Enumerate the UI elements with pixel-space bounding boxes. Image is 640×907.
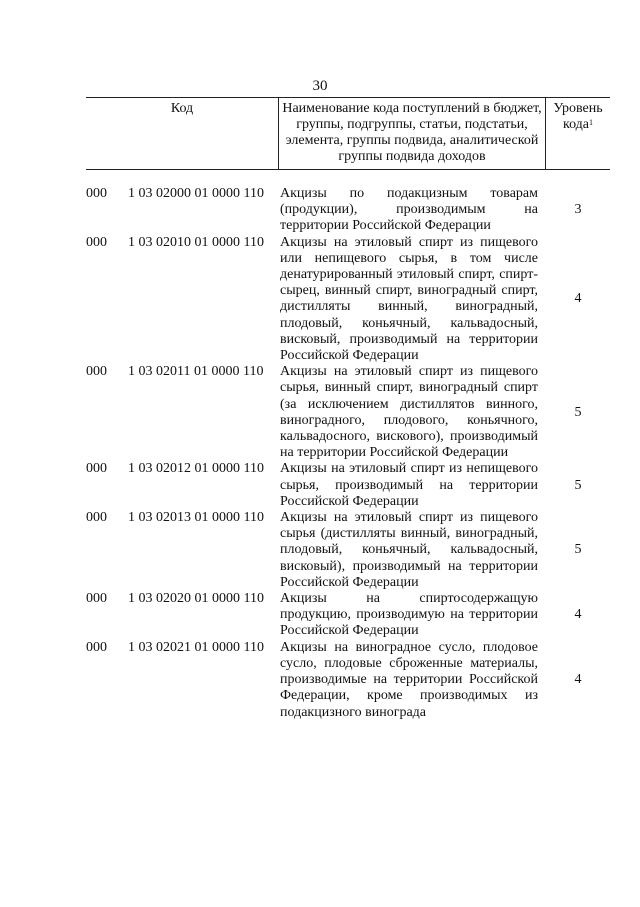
row-name: Акцизы на этиловый спирт из пищевого или непищевого сырья, в том числе денатурированный этиловый спирт, спирт-сырец, винный спирт, виноградный спирт, дистилляты винный, виноградный, плодовый, коньячный, кальвадосный, висковый, производимый на территории Российской Федерации [280,234,538,364]
row-admin-code: 000 [86,591,107,607]
row-name: Акцизы на этиловый спирт из непищевого сырья, производимый на территории Российской Федерации [280,461,538,509]
row-code: 1 03 02000 01 0000 110 [128,186,264,201]
row-admin-code: 000 [86,639,107,655]
header-level-footnote: 1 [589,118,594,127]
table-row [86,461,610,510]
row-name: Акцизы на спиртосодержащую продукцию, производимую на территории Российской Федерации [280,591,538,639]
header-code: Код [86,98,279,169]
row-admin-code: 000 [86,364,107,380]
table-row [86,235,610,365]
row-level: 4 [574,607,582,623]
table-body [86,186,610,721]
header-level-label: Уровень кода [553,101,603,132]
row-level: 5 [574,477,582,493]
row-level: 5 [574,404,582,420]
row-code: 1 03 02010 01 0000 110 [128,234,264,250]
row-admin-code: 000 [86,461,107,477]
row-level: 5 [574,542,582,558]
row-name: Акцизы по подакцизным товарам (продукции), производимым на территории Российской Федерации [280,186,538,234]
row-level: 4 [574,291,582,307]
row-admin-code: 000 [86,186,107,201]
table-row [86,640,610,721]
table-header [86,97,610,170]
row-admin-code: 000 [86,234,107,250]
table-row [86,186,610,235]
table-row [86,510,610,591]
table-row [86,591,610,640]
row-level: 4 [574,672,582,688]
row-name: Акцизы на виноградное сусло, плодовое сусло, плодовые сброженные материалы, производимые на территории Российской Федерации, кроме производимых из подакцизного винограда [280,639,538,720]
page-number: 30 [312,78,328,94]
row-code: 1 03 02021 01 0000 110 [128,639,264,655]
row-code: 1 03 02020 01 0000 110 [128,591,264,607]
row-admin-code: 000 [86,510,107,526]
header-name: Наименование кода поступлений в бюджет, группы, подгруппы, статьи, подстатьи, элемента, группы подвида, аналитической группы подвида доходов [279,98,546,169]
row-code: 1 03 02013 01 0000 110 [128,510,264,526]
row-level: 3 [574,202,582,218]
row-name: Акцизы на этиловый спирт из пищевого сырья (дистилляты винный, виноградный, плодовый, коньячный, кальвадосный, висковый), производимый на территории Российской Федерации [280,510,538,590]
header-level [546,98,610,169]
row-code: 1 03 02011 01 0000 110 [128,364,264,380]
row-code: 1 03 02012 01 0000 110 [128,461,264,477]
row-name: Акцизы на этиловый спирт из пищевого сырья, винный спирт, виноградный спирт (за исключением дистиллятов винного, виноградного, плодового, коньячного, кальвадосного, вискового), производимый на территории Российской Федерации [280,364,538,461]
table-row [86,364,610,461]
